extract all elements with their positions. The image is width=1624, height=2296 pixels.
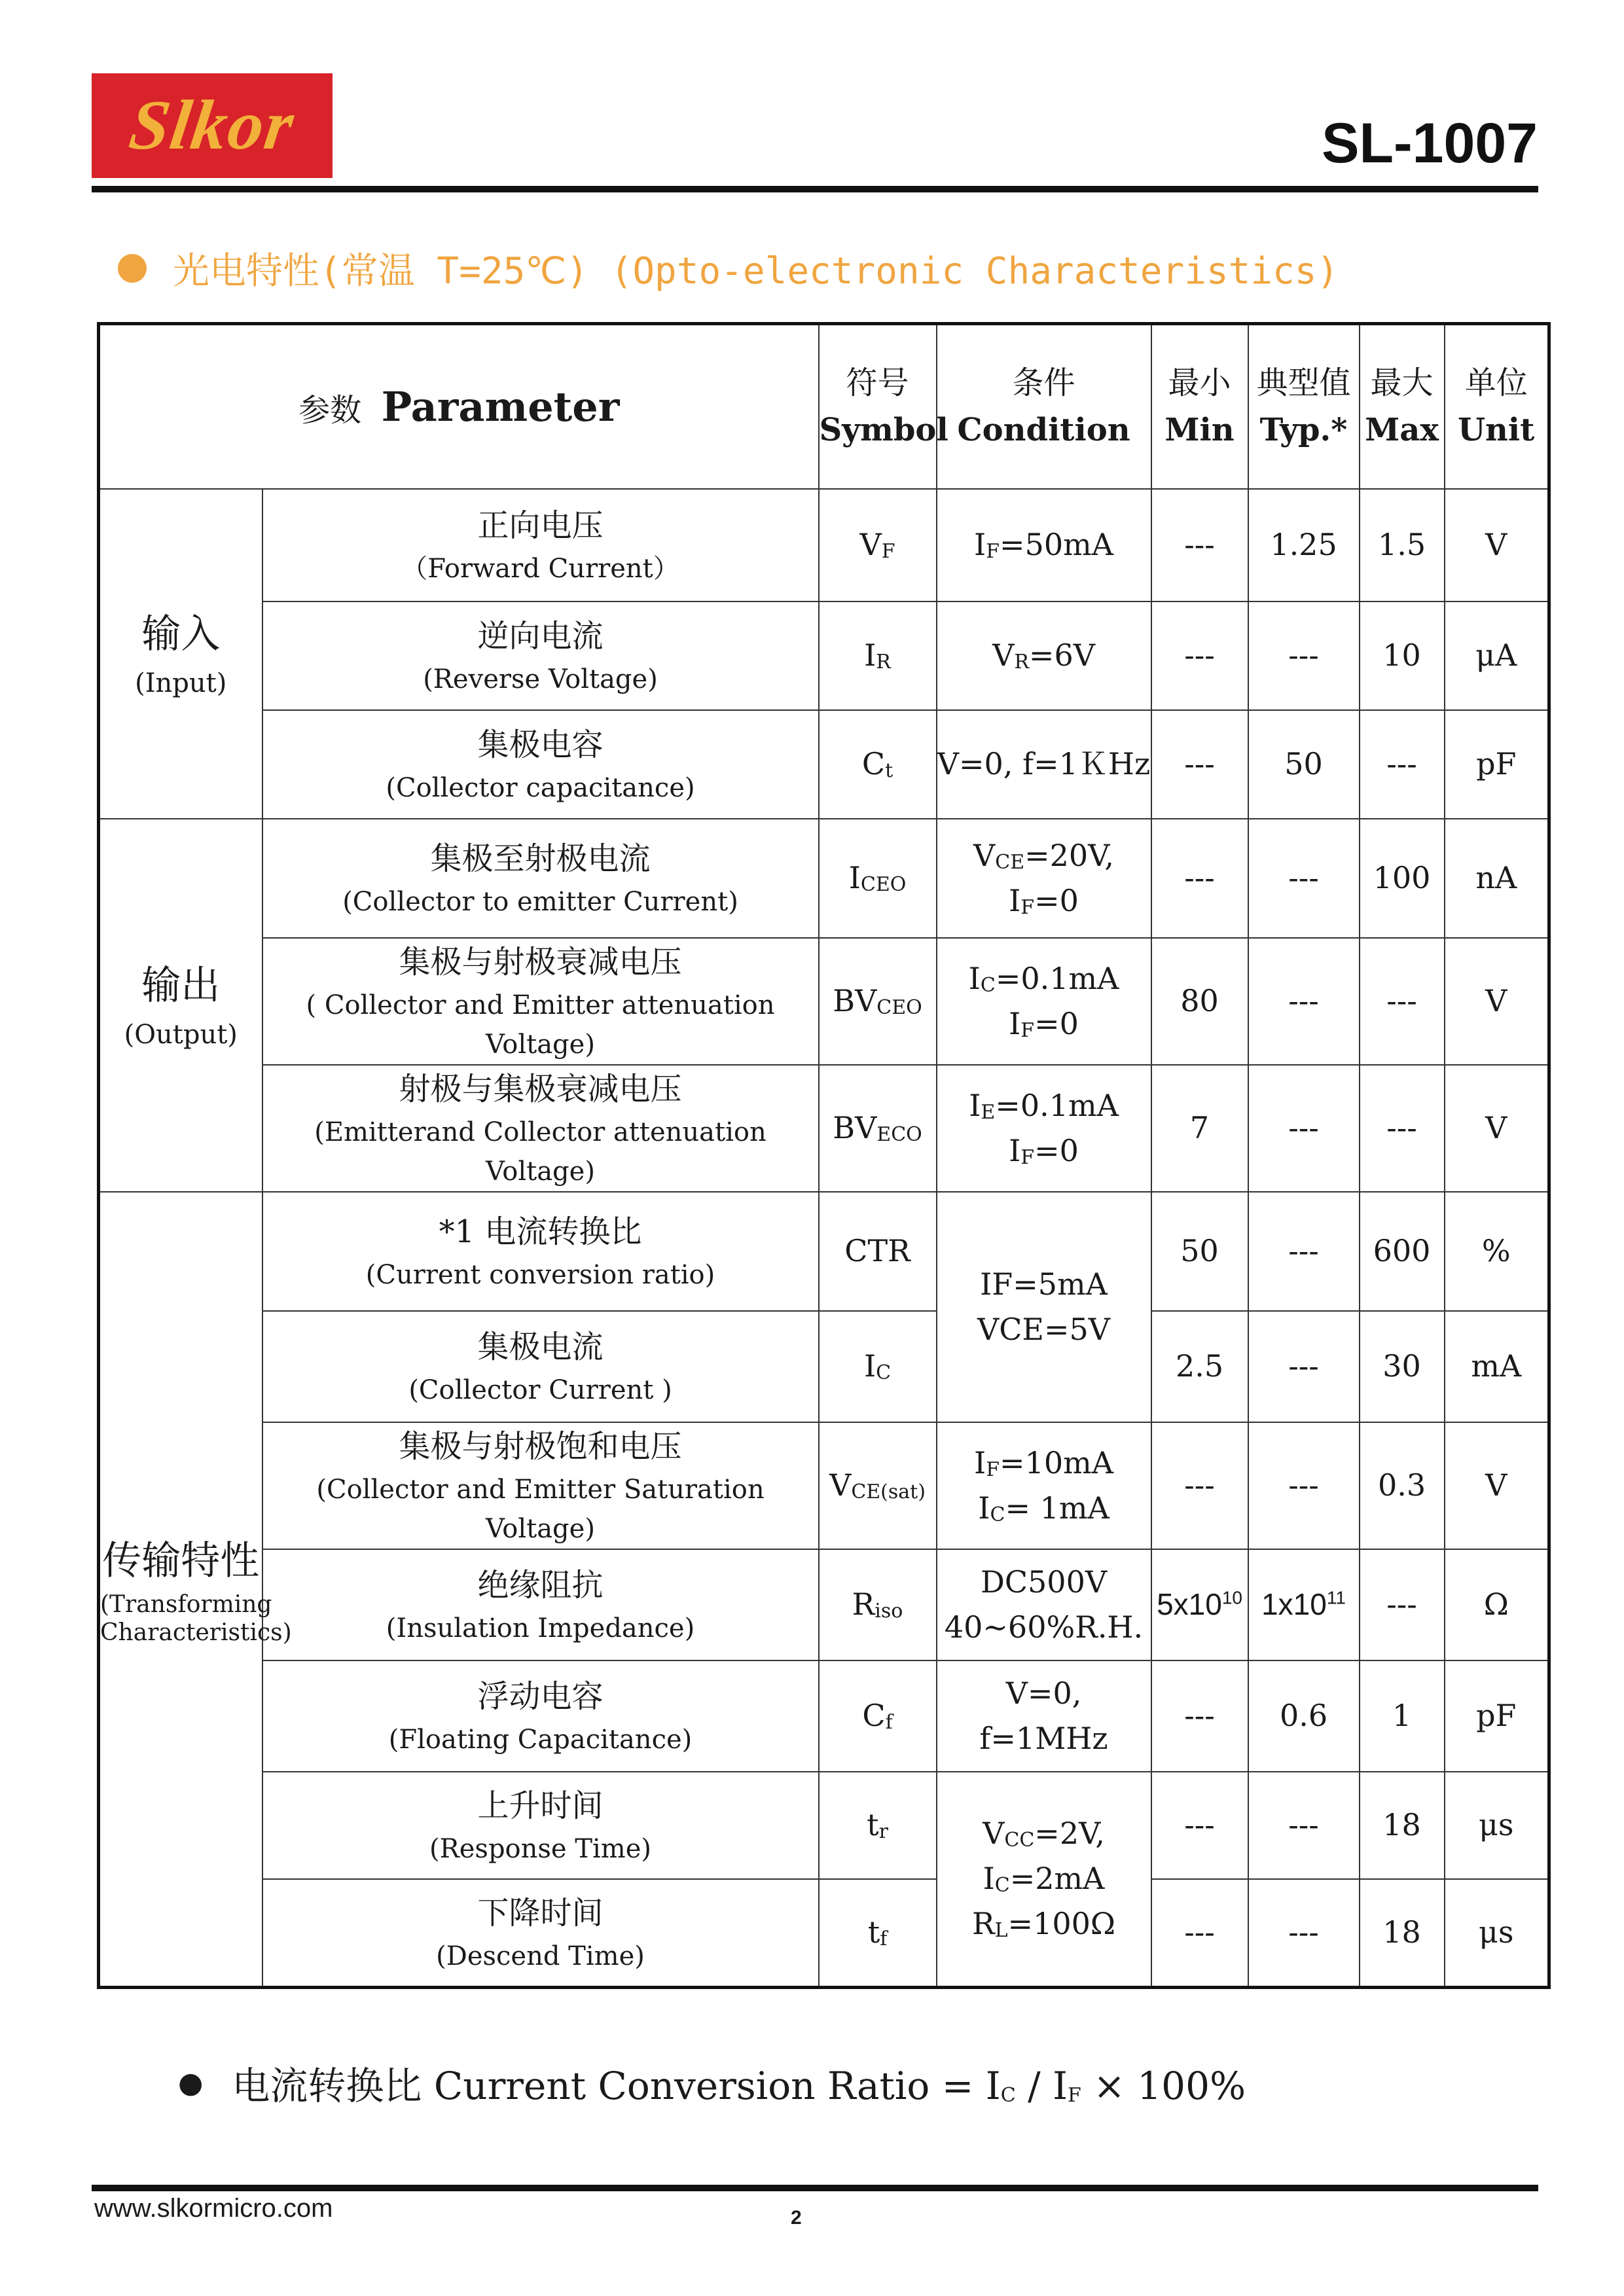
min-cell: 50 (1151, 1192, 1248, 1311)
typ-cell: 0.6 (1248, 1660, 1360, 1772)
category-input: 输入 (Input) (99, 489, 262, 819)
bullet-icon: ● (178, 2066, 204, 2100)
param-cell: 射极与集极衰减电压 (Emitterand Collector attenuation Voltage) (262, 1065, 819, 1192)
table-row (99, 1879, 1549, 1988)
table-row (99, 1660, 1549, 1772)
param-cell: 下降时间 (Descend Time) (262, 1879, 819, 1988)
header-rule (92, 186, 1538, 192)
condition-cell: IE=0.1mA IF=0 (937, 1065, 1151, 1192)
header-condition: 条件 Condition (937, 324, 1151, 489)
symbol-cell: IR (819, 601, 937, 710)
condition-cell: DC500V 40~60%R.H. (937, 1549, 1151, 1660)
min-cell: 2.5 (1151, 1311, 1248, 1422)
condition-cell: VCE=20V, IF=0 (937, 819, 1151, 938)
param-cell: 上升时间 (Response Time) (262, 1772, 819, 1879)
min-cell: --- (1151, 819, 1248, 938)
param-cell: 集极与射极饱和电压 (Collector and Emitter Saturation Voltage) (262, 1422, 819, 1549)
symbol-cell: BVECO (819, 1065, 937, 1192)
min-cell: --- (1151, 489, 1248, 601)
max-cell: --- (1360, 710, 1445, 819)
table-row (99, 1192, 1549, 1311)
table-row (99, 819, 1549, 938)
max-cell: 600 (1360, 1192, 1445, 1311)
model-number: SL-1007 (1322, 112, 1538, 175)
typ-cell: 1.25 (1248, 489, 1360, 601)
condition-cell: VCC=2V, IC=2mA RL=100Ω (937, 1772, 1151, 1988)
table-row (99, 1422, 1549, 1549)
min-cell: 7 (1151, 1065, 1248, 1192)
category-transfer: 传输特性 (Transforming Characteristics) (99, 1192, 262, 1988)
table-row (99, 1065, 1549, 1192)
typ-cell: 50 (1248, 710, 1360, 819)
table-row (99, 1549, 1549, 1660)
table-row (99, 710, 1549, 819)
unit-cell: mA (1445, 1311, 1549, 1422)
symbol-cell: Ct (819, 710, 937, 819)
condition-cell: IF=10mA IC= 1mA (937, 1422, 1151, 1549)
typ-cell: --- (1248, 1879, 1360, 1988)
condition-cell: IF=5mA VCE=5V (937, 1192, 1151, 1422)
formula-text: 电流转换比 Current Conversion Ratio = IC / IF × 100% (232, 2064, 1246, 2108)
typ-cell: --- (1248, 819, 1360, 938)
symbol-cell: BVCEO (819, 938, 937, 1065)
max-cell: 0.3 (1360, 1422, 1445, 1549)
param-cell: 逆向电流 (Reverse Voltage) (262, 601, 819, 710)
param-cell: *1 电流转换比 (Current conversion ratio) (262, 1192, 819, 1311)
min-cell: --- (1151, 710, 1248, 819)
max-cell: 1 (1360, 1660, 1445, 1772)
max-cell: --- (1360, 1065, 1445, 1192)
symbol-cell: VCE(sat) (819, 1422, 937, 1549)
symbol-cell: tf (819, 1879, 937, 1988)
symbol-cell: Riso (819, 1549, 937, 1660)
max-cell: 1.5 (1360, 489, 1445, 601)
bullet-dot-icon (118, 254, 147, 283)
table-row (99, 489, 1549, 601)
symbol-cell: VF (819, 489, 937, 601)
max-cell: 100 (1360, 819, 1445, 938)
min-cell: --- (1151, 601, 1248, 710)
max-cell: 18 (1360, 1879, 1445, 1988)
footer-url[interactable]: www.slkormicro.com (94, 2194, 333, 2223)
min-cell: --- (1151, 1772, 1248, 1879)
min-cell: --- (1151, 1422, 1248, 1549)
table-header-row (99, 324, 1549, 489)
param-cell: 集极电流 (Collector Current ) (262, 1311, 819, 1422)
typ-cell: --- (1248, 1772, 1360, 1879)
unit-cell: μs (1445, 1879, 1549, 1988)
condition-cell: IF=50mA (937, 489, 1151, 601)
ctr-formula (178, 2055, 1246, 2110)
max-cell: 10 (1360, 601, 1445, 710)
unit-cell: V (1445, 938, 1549, 1065)
header-symbol: 符号 Symbol (819, 324, 937, 489)
table-row (99, 938, 1549, 1065)
max-cell: --- (1360, 1549, 1445, 1660)
symbol-cell: ICEO (819, 819, 937, 938)
table-row (99, 1311, 1549, 1422)
symbol-cell: Cf (819, 1660, 937, 1772)
section-heading (118, 242, 1339, 295)
min-cell: --- (1151, 1660, 1248, 1772)
unit-cell: pF (1445, 1660, 1549, 1772)
unit-cell: % (1445, 1192, 1549, 1311)
condition-cell: V=0, f=1ＫHz (937, 710, 1151, 819)
typ-cell: --- (1248, 1192, 1360, 1311)
max-cell: --- (1360, 938, 1445, 1065)
max-cell: 30 (1360, 1311, 1445, 1422)
typ-cell: --- (1248, 601, 1360, 710)
unit-cell: μs (1445, 1772, 1549, 1879)
logo-text: Slkor (124, 86, 300, 164)
typ-cell: $1x10^{11}$ (1248, 1549, 1360, 1660)
max-cell: 18 (1360, 1772, 1445, 1879)
param-cell: 集极至射极电流 (Collector to emitter Current) (262, 819, 819, 938)
footer-rule (92, 2185, 1538, 2191)
unit-cell: μA (1445, 601, 1549, 710)
unit-cell: nA (1445, 819, 1549, 938)
header-min: 最小 Min (1151, 324, 1248, 489)
header-parameter: 参数 Parameter (99, 324, 819, 489)
section-title: 光电特性(常温 T=25℃) (Opto-electronic Characteristics) (173, 250, 1339, 293)
symbol-cell: IC (819, 1311, 937, 1422)
typ-cell: --- (1248, 1065, 1360, 1192)
unit-cell: V (1445, 1065, 1549, 1192)
symbol-cell: CTR (819, 1192, 937, 1311)
unit-cell: Ω (1445, 1549, 1549, 1660)
header-max: 最大 Max (1360, 324, 1445, 489)
param-cell: 集极与射极衰减电压 ( Collector and Emitter attenuation Voltage) (262, 938, 819, 1065)
header-typ: 典型值 Typ.* (1248, 324, 1360, 489)
param-cell: 绝缘阻抗 (Insulation Impedance) (262, 1549, 819, 1660)
table-row (99, 1772, 1549, 1879)
condition-cell: V=0, f=1MHz (937, 1660, 1151, 1772)
param-cell: 浮动电容 (Floating Capacitance) (262, 1660, 819, 1772)
condition-cell: IC=0.1mA IF=0 (937, 938, 1151, 1065)
unit-cell: V (1445, 1422, 1549, 1549)
min-cell: 80 (1151, 938, 1248, 1065)
condition-cell: VR=6V (937, 601, 1151, 710)
header-unit: 单位 Unit (1445, 324, 1549, 489)
table-row (99, 601, 1549, 710)
param-cell: 正向电压 （Forward Current） (262, 489, 819, 601)
symbol-cell: tr (819, 1772, 937, 1879)
unit-cell: pF (1445, 710, 1549, 819)
category-output: 输出 (Output) (99, 819, 262, 1192)
typ-cell: --- (1248, 938, 1360, 1065)
unit-cell: V (1445, 489, 1549, 601)
min-cell: $5x10^{10}$ (1151, 1549, 1248, 1660)
page-number: 2 (791, 2207, 802, 2229)
min-cell: --- (1151, 1879, 1248, 1988)
typ-cell: --- (1248, 1422, 1360, 1549)
characteristics-table (97, 322, 1551, 1989)
brand-logo (92, 73, 333, 178)
typ-cell: --- (1248, 1311, 1360, 1422)
param-cell: 集极电容 (Collector capacitance) (262, 710, 819, 819)
